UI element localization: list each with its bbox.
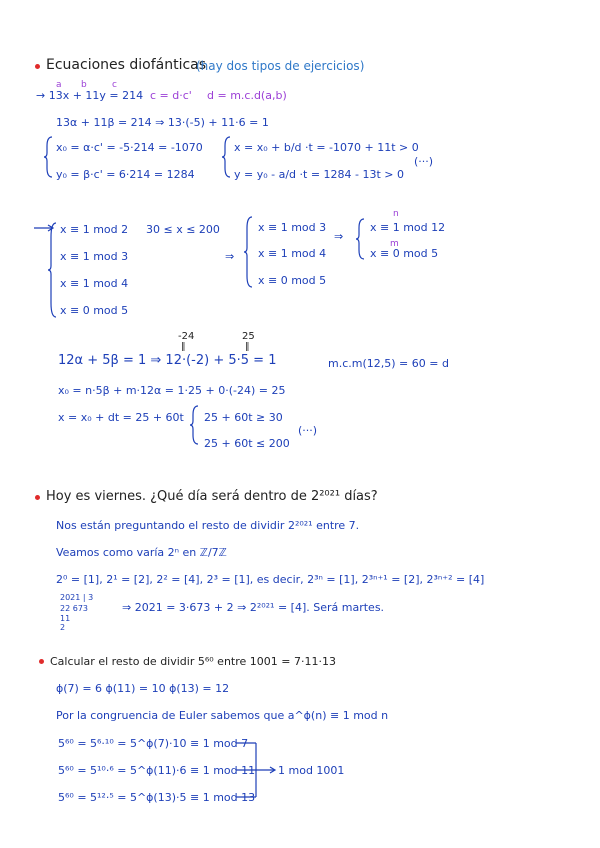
section1-title: Ecuaciones diofánticas — [46, 57, 207, 73]
row-mod-7: 5⁶⁰ = 5⁶·¹⁰ = 5^ϕ(7)·10 ≡ 1 mod 7 — [58, 737, 249, 750]
y0-line: y₀ = β·c' = 6·214 = 1284 — [56, 168, 195, 181]
mid-eq-2: x ≡ 1 mod 4 — [258, 247, 327, 260]
range-condition: 30 ≤ x ≤ 200 — [146, 223, 220, 236]
division-line-3: 11 — [60, 614, 71, 623]
condition-upper: 25 + 60t ≤ 200 — [204, 437, 290, 450]
system-eq-3: x ≡ 1 mod 4 — [60, 277, 129, 290]
bullet-dot — [35, 495, 40, 500]
implies-1: ⇒ — [225, 250, 235, 263]
brace-x0y0 — [44, 136, 54, 178]
euler-statement: Por la congruencia de Euler sabemos que a^ϕ(n) ≡ 1 mod n — [56, 709, 389, 722]
combined-result: 1 mod 1001 — [278, 764, 345, 777]
c-definition: c = d·c' — [150, 89, 192, 102]
mid-eq-1: x ≡ 1 mod 3 — [258, 221, 327, 234]
division-line-2: 22 673 — [60, 604, 88, 613]
section3-title: Hoy es viernes. ¿Qué día será dentro de 2²⁰²¹ días? — [46, 489, 378, 504]
condition-lower: 25 + 60t ≥ 30 — [204, 411, 283, 424]
division-line-1: 2021 | 3 — [60, 593, 94, 602]
brace-system — [48, 222, 58, 318]
diophantine-equation: → 13x + 11y = 214 — [36, 89, 144, 102]
mcm-line: m.c.m(12,5) = 60 = d — [328, 357, 449, 370]
annotation-minus24: -24 — [178, 331, 195, 342]
system-eq-1: x ≡ 1 mod 2 — [60, 223, 129, 236]
row-mod-11: 5⁶⁰ = 5¹⁰·⁶ = 5^ϕ(11)·6 ≡ 1 mod 11 — [58, 764, 256, 777]
x-general: x = x₀ + b/d ·t = -1070 + 11t > 0 — [234, 141, 419, 154]
coef-a: a — [56, 80, 62, 90]
division-line-4: 2 — [60, 623, 66, 632]
annotation-equals-1: ‖ — [181, 342, 186, 352]
section1-note: (hay dos tipos de ejercicios) — [196, 59, 365, 73]
brace-conditions — [190, 405, 200, 445]
remainder-question: Nos están preguntando el resto de dividir 2²⁰²¹ entre 7. — [56, 519, 360, 532]
bullet-dot — [39, 659, 44, 664]
section4-title: Calcular el resto de dividir 5⁶⁰ entre 1001 = 7·11·13 — [50, 655, 336, 668]
label-n: n — [393, 209, 399, 219]
d-definition: d = m.c.d(a,b) — [207, 89, 287, 102]
label-m: m — [390, 239, 399, 249]
annotation-equals-2: ‖ — [245, 342, 250, 352]
right-eq-1: x ≡ 1 mod 12 — [370, 221, 446, 234]
row-mod-13: 5⁶⁰ = 5¹²·⁵ = 5^ϕ(13)·5 ≡ 1 mod 13 — [58, 791, 256, 804]
x0-line: x₀ = α·c' = -5·214 = -1070 — [56, 141, 203, 154]
powers-intro: Veamos como varía 2ⁿ en ℤ/7ℤ — [56, 546, 227, 559]
brace-general — [222, 136, 232, 178]
system-eq-4: x ≡ 0 mod 5 — [60, 304, 129, 317]
brace-right — [356, 218, 366, 260]
annotation-25: 25 — [242, 331, 255, 342]
coef-c: c — [112, 80, 117, 90]
phi-values: ϕ(7) = 6 ϕ(11) = 10 ϕ(13) = 12 — [56, 682, 230, 695]
bullet-dot — [35, 64, 40, 69]
ellipsis-2: (···) — [298, 424, 318, 437]
x0-crt: x₀ = n·5β + m·12α = 1·25 + 0·(-24) = 25 — [58, 384, 286, 397]
mid-eq-3: x ≡ 0 mod 5 — [258, 274, 327, 287]
bezout-identity: 13α + 11β = 214 ⇒ 13·(-5) + 11·6 = 1 — [56, 116, 269, 129]
x-general-crt: x = x₀ + dt = 25 + 60t — [58, 411, 184, 424]
bezout-12-5: 12α + 5β = 1 ⇒ 12·(-2) + 5·5 = 1 — [58, 353, 277, 368]
coef-b: b — [81, 80, 87, 90]
right-eq-2: x ≡ 0 mod 5 — [370, 247, 439, 260]
powers-cycle: 2⁰ = [1], 2¹ = [2], 2² = [4], 2³ = [1], es decir, 2³ⁿ = [1], 2³ⁿ⁺¹ = [2], 2³ⁿ⁺² = [4] — [56, 573, 485, 586]
conclusion-martes: ⇒ 2021 = 3·673 + 2 ⇒ 2²⁰²¹ = [4]. Será martes. — [122, 601, 385, 614]
implies-2: ⇒ — [334, 230, 344, 243]
system-eq-2: x ≡ 1 mod 3 — [60, 250, 129, 263]
ellipsis-1: (···) — [414, 155, 434, 168]
y-general: y = y₀ - a/d ·t = 1284 - 13t > 0 — [234, 168, 405, 181]
brace-mid — [244, 216, 254, 288]
